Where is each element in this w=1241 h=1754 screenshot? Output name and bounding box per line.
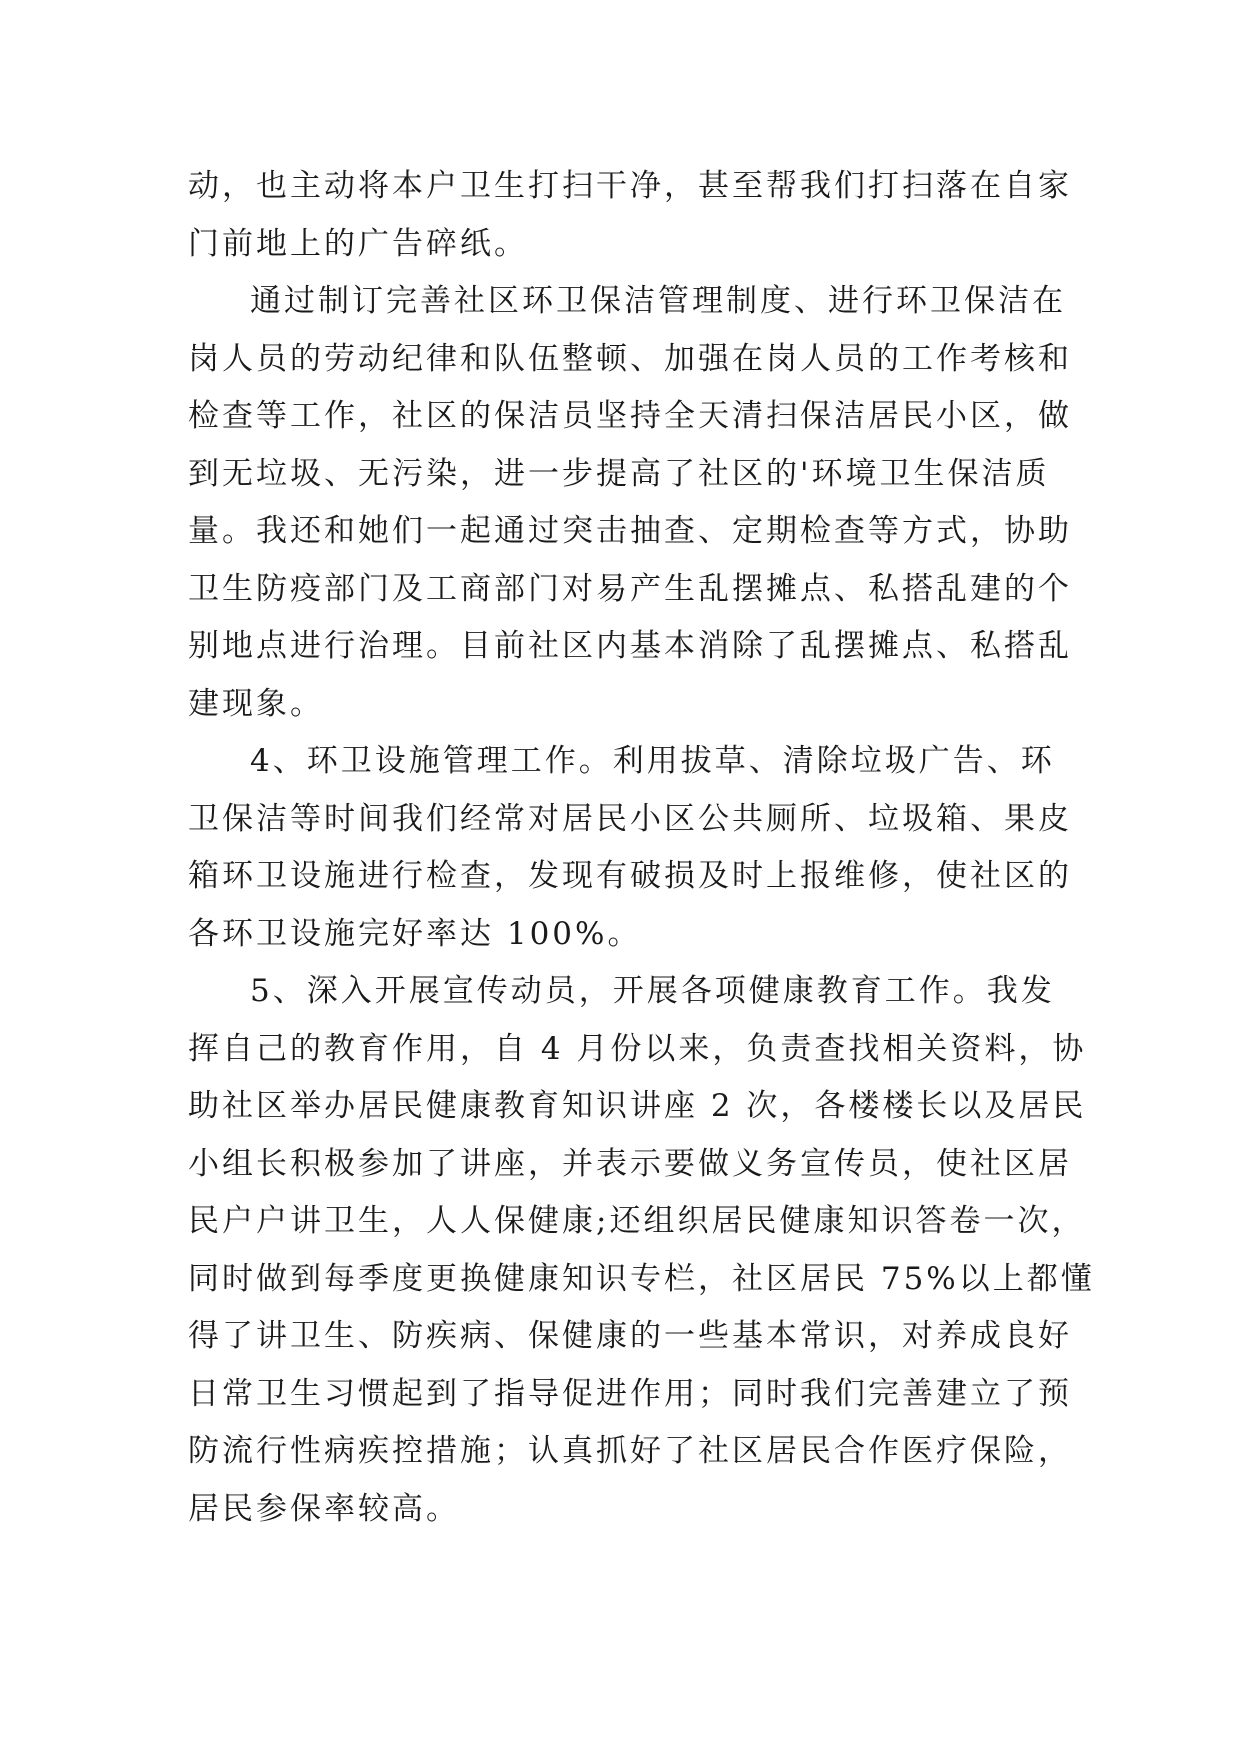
text-line: 卫生防疫部门及工商部门对易产生乱摆摊点、私搭乱建的个: [188, 570, 1072, 607]
paragraph: [188, 733, 1072, 963]
text-line: 小组长积极参加了讲座，并表示要做义务宣传员，使社区居: [188, 1145, 1072, 1182]
text-line: 别地点进行治理。目前社区内基本消除了乱摆摊点、私搭乱: [188, 628, 1072, 664]
text-line: 岗人员的劳动纪律和队伍整顿、加强在岗人员的工作考核和: [188, 340, 1072, 377]
text-line: 居民参保率较高。: [188, 1490, 460, 1527]
text-line: 民户户讲卫生，人人保健康;还组织居民健康知识答卷一次，: [188, 1203, 1086, 1239]
text-line: 4、环卫设施管理工作。利用拔草、清除垃圾广告、环: [250, 743, 1055, 779]
text-line: 门前地上的广告碎纸。: [188, 225, 528, 262]
paragraph: [188, 158, 1072, 273]
text-line: 检查等工作，社区的保洁员坚持全天清扫保洁居民小区，做: [188, 398, 1072, 434]
paragraph: [188, 273, 1072, 733]
text-line: 卫保洁等时间我们经常对居民小区公共厕所、垃圾箱、果皮: [188, 800, 1072, 837]
document-body: [188, 158, 1095, 1538]
text-line: 防流行性病疾控措施；认真抓好了社区居民合作医疗保险，: [188, 1433, 1072, 1469]
text-line: 建现象。: [188, 685, 324, 722]
text-line: 通过制订完善社区环卫保洁管理制度、进行环卫保洁在: [250, 283, 1066, 319]
text-line: 日常卫生习惯起到了指导促进作用；同时我们完善建立了预: [188, 1375, 1072, 1412]
text-line: 动，也主动将本户卫生打扫干净，甚至帮我们打扫落在自家: [188, 168, 1072, 204]
text-line: 各环卫设施完好率达 100%。: [188, 915, 642, 952]
paragraph: [188, 963, 1095, 1538]
text-line: 同时做到每季度更换健康知识专栏，社区居民 75%以上都懂: [188, 1260, 1095, 1297]
text-line: 得了讲卫生、防疾病、保健康的一些基本常识，对养成良好: [188, 1318, 1072, 1354]
text-line: 量。我还和她们一起通过突击抽查、定期检查等方式，协助: [188, 513, 1072, 549]
text-line: 挥自己的教育作用，自 4 月份以来，负责查找相关资料，协: [188, 1030, 1087, 1067]
text-line: 助社区举办居民健康教育知识讲座 2 次，各楼楼长以及居民: [188, 1088, 1087, 1124]
text-line: 5、深入开展宣传动员，开展各项健康教育工作。我发: [250, 973, 1055, 1009]
text-line: 箱环卫设施进行检查，发现有破损及时上报维修，使社区的: [188, 858, 1072, 894]
text-line: 到无垃圾、无污染，进一步提高了社区的'环境卫生保洁质: [188, 455, 1050, 492]
